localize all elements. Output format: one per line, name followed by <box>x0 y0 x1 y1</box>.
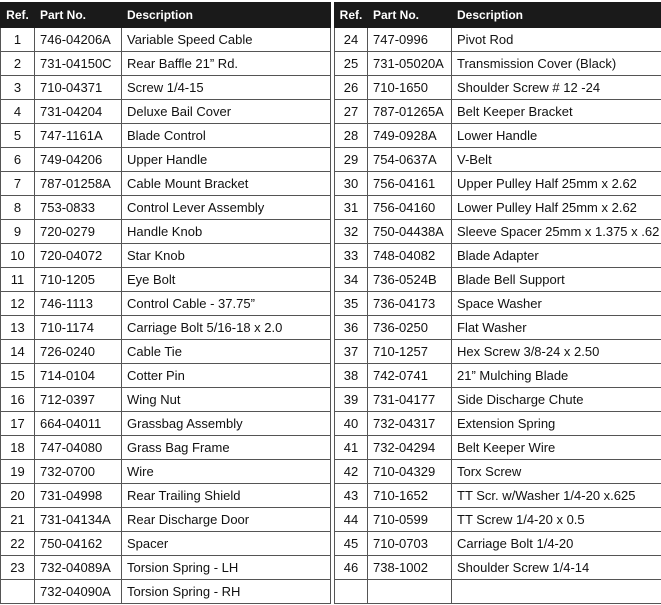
part-number-cell: 714-0104 <box>35 364 122 388</box>
part-number-cell: 710-1650 <box>368 76 452 100</box>
part-number-cell: 710-0599 <box>368 508 452 532</box>
ref-cell: 38 <box>335 364 368 388</box>
part-number-cell: 664-04011 <box>35 412 122 436</box>
table-row <box>1 124 661 148</box>
description-cell: Cable Tie <box>122 340 331 364</box>
part-number-cell: 747-1161A <box>35 124 122 148</box>
ref-cell: 8 <box>1 196 35 220</box>
description-cell: Grass Bag Frame <box>122 436 331 460</box>
description-cell: Variable Speed Cable <box>122 28 331 52</box>
ref-cell: 18 <box>1 436 35 460</box>
description-cell: Blade Bell Support <box>452 268 661 292</box>
description-cell: Carriage Bolt 1/4-20 <box>452 532 661 556</box>
part-number-cell: 731-04177 <box>368 388 452 412</box>
description-cell: Side Discharge Chute <box>452 388 661 412</box>
ref-cell: 20 <box>1 484 35 508</box>
ref-cell: 27 <box>335 100 368 124</box>
table-row <box>1 532 661 556</box>
description-cell: 21” Mulching Blade <box>452 364 661 388</box>
description-cell: Control Cable - 37.75” <box>122 292 331 316</box>
description-cell: Lower Handle <box>452 124 661 148</box>
part-number-cell: 710-1652 <box>368 484 452 508</box>
description-cell: Pivot Rod <box>452 28 661 52</box>
table-row <box>1 76 661 100</box>
ref-cell: 30 <box>335 172 368 196</box>
part-number-cell: 710-1257 <box>368 340 452 364</box>
table-row <box>1 148 661 172</box>
table-row <box>1 52 661 76</box>
part-number-cell: 710-04371 <box>35 76 122 100</box>
part-number-cell: 732-04317 <box>368 412 452 436</box>
part-number-cell: 736-0524B <box>368 268 452 292</box>
description-cell: Transmission Cover (Black) <box>452 52 661 76</box>
table-row <box>1 220 661 244</box>
part-number-cell: 736-04173 <box>368 292 452 316</box>
description-cell: Belt Keeper Wire <box>452 436 661 460</box>
part-number-cell <box>368 580 452 604</box>
table-row <box>1 292 661 316</box>
ref-cell: 3 <box>1 76 35 100</box>
ref-cell: 2 <box>1 52 35 76</box>
part-number-cell: 742-0741 <box>368 364 452 388</box>
part-number-cell: 756-04160 <box>368 196 452 220</box>
part-number-cell: 750-04162 <box>35 532 122 556</box>
ref-cell: 37 <box>335 340 368 364</box>
table-header-row <box>1 3 661 28</box>
description-cell: Rear Trailing Shield <box>122 484 331 508</box>
ref-cell: 17 <box>1 412 35 436</box>
description-cell: Wire <box>122 460 331 484</box>
part-number-cell: 732-04089A <box>35 556 122 580</box>
header-description-right: Description <box>452 3 661 28</box>
ref-cell: 24 <box>335 28 368 52</box>
description-cell: Control Lever Assembly <box>122 196 331 220</box>
part-number-cell: 710-04329 <box>368 460 452 484</box>
ref-cell: 14 <box>1 340 35 364</box>
ref-cell: 42 <box>335 460 368 484</box>
description-cell: Screw 1/4-15 <box>122 76 331 100</box>
table-row <box>1 508 661 532</box>
table-row <box>1 172 661 196</box>
description-cell: Torx Screw <box>452 460 661 484</box>
header-description-left: Description <box>122 3 331 28</box>
part-number-cell: 710-1205 <box>35 268 122 292</box>
ref-cell: 43 <box>335 484 368 508</box>
ref-cell: 21 <box>1 508 35 532</box>
description-cell: Belt Keeper Bracket <box>452 100 661 124</box>
description-cell: Upper Handle <box>122 148 331 172</box>
part-number-cell: 726-0240 <box>35 340 122 364</box>
description-cell: Handle Knob <box>122 220 331 244</box>
table-row <box>1 100 661 124</box>
table-row <box>1 196 661 220</box>
part-number-cell: 731-05020A <box>368 52 452 76</box>
header-part-no-left: Part No. <box>35 3 122 28</box>
ref-cell: 23 <box>1 556 35 580</box>
header-ref-left: Ref. <box>1 3 35 28</box>
part-number-cell: 747-0996 <box>368 28 452 52</box>
ref-cell: 34 <box>335 268 368 292</box>
part-number-cell: 720-04072 <box>35 244 122 268</box>
ref-cell: 33 <box>335 244 368 268</box>
description-cell: TT Screw 1/4-20 x 0.5 <box>452 508 661 532</box>
ref-cell: 39 <box>335 388 368 412</box>
table-row <box>1 268 661 292</box>
description-cell: Cotter Pin <box>122 364 331 388</box>
table-row <box>1 580 661 604</box>
description-cell: Sleeve Spacer 25mm x 1.375 x .62 <box>452 220 661 244</box>
description-cell: V-Belt <box>452 148 661 172</box>
ref-cell: 19 <box>1 460 35 484</box>
part-number-cell: 749-0928A <box>368 124 452 148</box>
description-cell: Carriage Bolt 5/16-18 x 2.0 <box>122 316 331 340</box>
ref-cell <box>1 580 35 604</box>
table-row <box>1 244 661 268</box>
description-cell <box>452 580 661 604</box>
ref-cell: 5 <box>1 124 35 148</box>
description-cell: Wing Nut <box>122 388 331 412</box>
ref-cell: 35 <box>335 292 368 316</box>
description-cell: Blade Control <box>122 124 331 148</box>
description-cell: Cable Mount Bracket <box>122 172 331 196</box>
description-cell: Blade Adapter <box>452 244 661 268</box>
description-cell: Space Washer <box>452 292 661 316</box>
ref-cell: 32 <box>335 220 368 244</box>
parts-table-body <box>1 28 661 604</box>
ref-cell: 36 <box>335 316 368 340</box>
ref-cell: 16 <box>1 388 35 412</box>
description-cell: Extension Spring <box>452 412 661 436</box>
part-number-cell: 787-01265A <box>368 100 452 124</box>
part-number-cell: 720-0279 <box>35 220 122 244</box>
part-number-cell: 712-0397 <box>35 388 122 412</box>
part-number-cell: 787-01258A <box>35 172 122 196</box>
ref-cell: 31 <box>335 196 368 220</box>
part-number-cell: 731-04134A <box>35 508 122 532</box>
description-cell: Rear Baffle 21” Rd. <box>122 52 331 76</box>
ref-cell <box>335 580 368 604</box>
description-cell: Torsion Spring - RH <box>122 580 331 604</box>
ref-cell: 28 <box>335 124 368 148</box>
table-row <box>1 436 661 460</box>
part-number-cell: 738-1002 <box>368 556 452 580</box>
description-cell: Torsion Spring - LH <box>122 556 331 580</box>
table-row <box>1 412 661 436</box>
description-cell: Eye Bolt <box>122 268 331 292</box>
part-number-cell: 731-04150C <box>35 52 122 76</box>
ref-cell: 6 <box>1 148 35 172</box>
table-row <box>1 340 661 364</box>
ref-cell: 13 <box>1 316 35 340</box>
description-cell: Hex Screw 3/8-24 x 2.50 <box>452 340 661 364</box>
description-cell: Spacer <box>122 532 331 556</box>
part-number-cell: 736-0250 <box>368 316 452 340</box>
part-number-cell: 750-04438A <box>368 220 452 244</box>
part-number-cell: 753-0833 <box>35 196 122 220</box>
table-row <box>1 316 661 340</box>
table-row <box>1 364 661 388</box>
description-cell: Shoulder Screw 1/4-14 <box>452 556 661 580</box>
description-cell: Grassbag Assembly <box>122 412 331 436</box>
part-number-cell: 732-04294 <box>368 436 452 460</box>
description-cell: Rear Discharge Door <box>122 508 331 532</box>
table-row <box>1 556 661 580</box>
part-number-cell: 710-1174 <box>35 316 122 340</box>
parts-table <box>0 2 661 604</box>
header-part-no-right: Part No. <box>368 3 452 28</box>
ref-cell: 40 <box>335 412 368 436</box>
ref-cell: 46 <box>335 556 368 580</box>
part-number-cell: 754-0637A <box>368 148 452 172</box>
table-row <box>1 460 661 484</box>
description-cell: Shoulder Screw # 12 -24 <box>452 76 661 100</box>
ref-cell: 25 <box>335 52 368 76</box>
ref-cell: 10 <box>1 244 35 268</box>
parts-list <box>0 2 661 604</box>
table-row <box>1 484 661 508</box>
part-number-cell: 748-04082 <box>368 244 452 268</box>
table-row <box>1 388 661 412</box>
description-cell: Star Knob <box>122 244 331 268</box>
ref-cell: 11 <box>1 268 35 292</box>
part-number-cell: 732-04090A <box>35 580 122 604</box>
part-number-cell: 746-1113 <box>35 292 122 316</box>
description-cell: Deluxe Bail Cover <box>122 100 331 124</box>
description-cell: Lower Pulley Half 25mm x 2.62 <box>452 196 661 220</box>
part-number-cell: 732-0700 <box>35 460 122 484</box>
part-number-cell: 749-04206 <box>35 148 122 172</box>
ref-cell: 44 <box>335 508 368 532</box>
ref-cell: 45 <box>335 532 368 556</box>
part-number-cell: 731-04204 <box>35 100 122 124</box>
ref-cell: 22 <box>1 532 35 556</box>
part-number-cell: 731-04998 <box>35 484 122 508</box>
ref-cell: 9 <box>1 220 35 244</box>
description-cell: Upper Pulley Half 25mm x 2.62 <box>452 172 661 196</box>
ref-cell: 4 <box>1 100 35 124</box>
part-number-cell: 756-04161 <box>368 172 452 196</box>
part-number-cell: 710-0703 <box>368 532 452 556</box>
ref-cell: 26 <box>335 76 368 100</box>
ref-cell: 29 <box>335 148 368 172</box>
ref-cell: 1 <box>1 28 35 52</box>
header-ref-right: Ref. <box>335 3 368 28</box>
part-number-cell: 747-04080 <box>35 436 122 460</box>
table-row <box>1 28 661 52</box>
ref-cell: 15 <box>1 364 35 388</box>
description-cell: Flat Washer <box>452 316 661 340</box>
ref-cell: 12 <box>1 292 35 316</box>
ref-cell: 7 <box>1 172 35 196</box>
part-number-cell: 746-04206A <box>35 28 122 52</box>
ref-cell: 41 <box>335 436 368 460</box>
description-cell: TT Scr. w/Washer 1/4-20 x.625 <box>452 484 661 508</box>
